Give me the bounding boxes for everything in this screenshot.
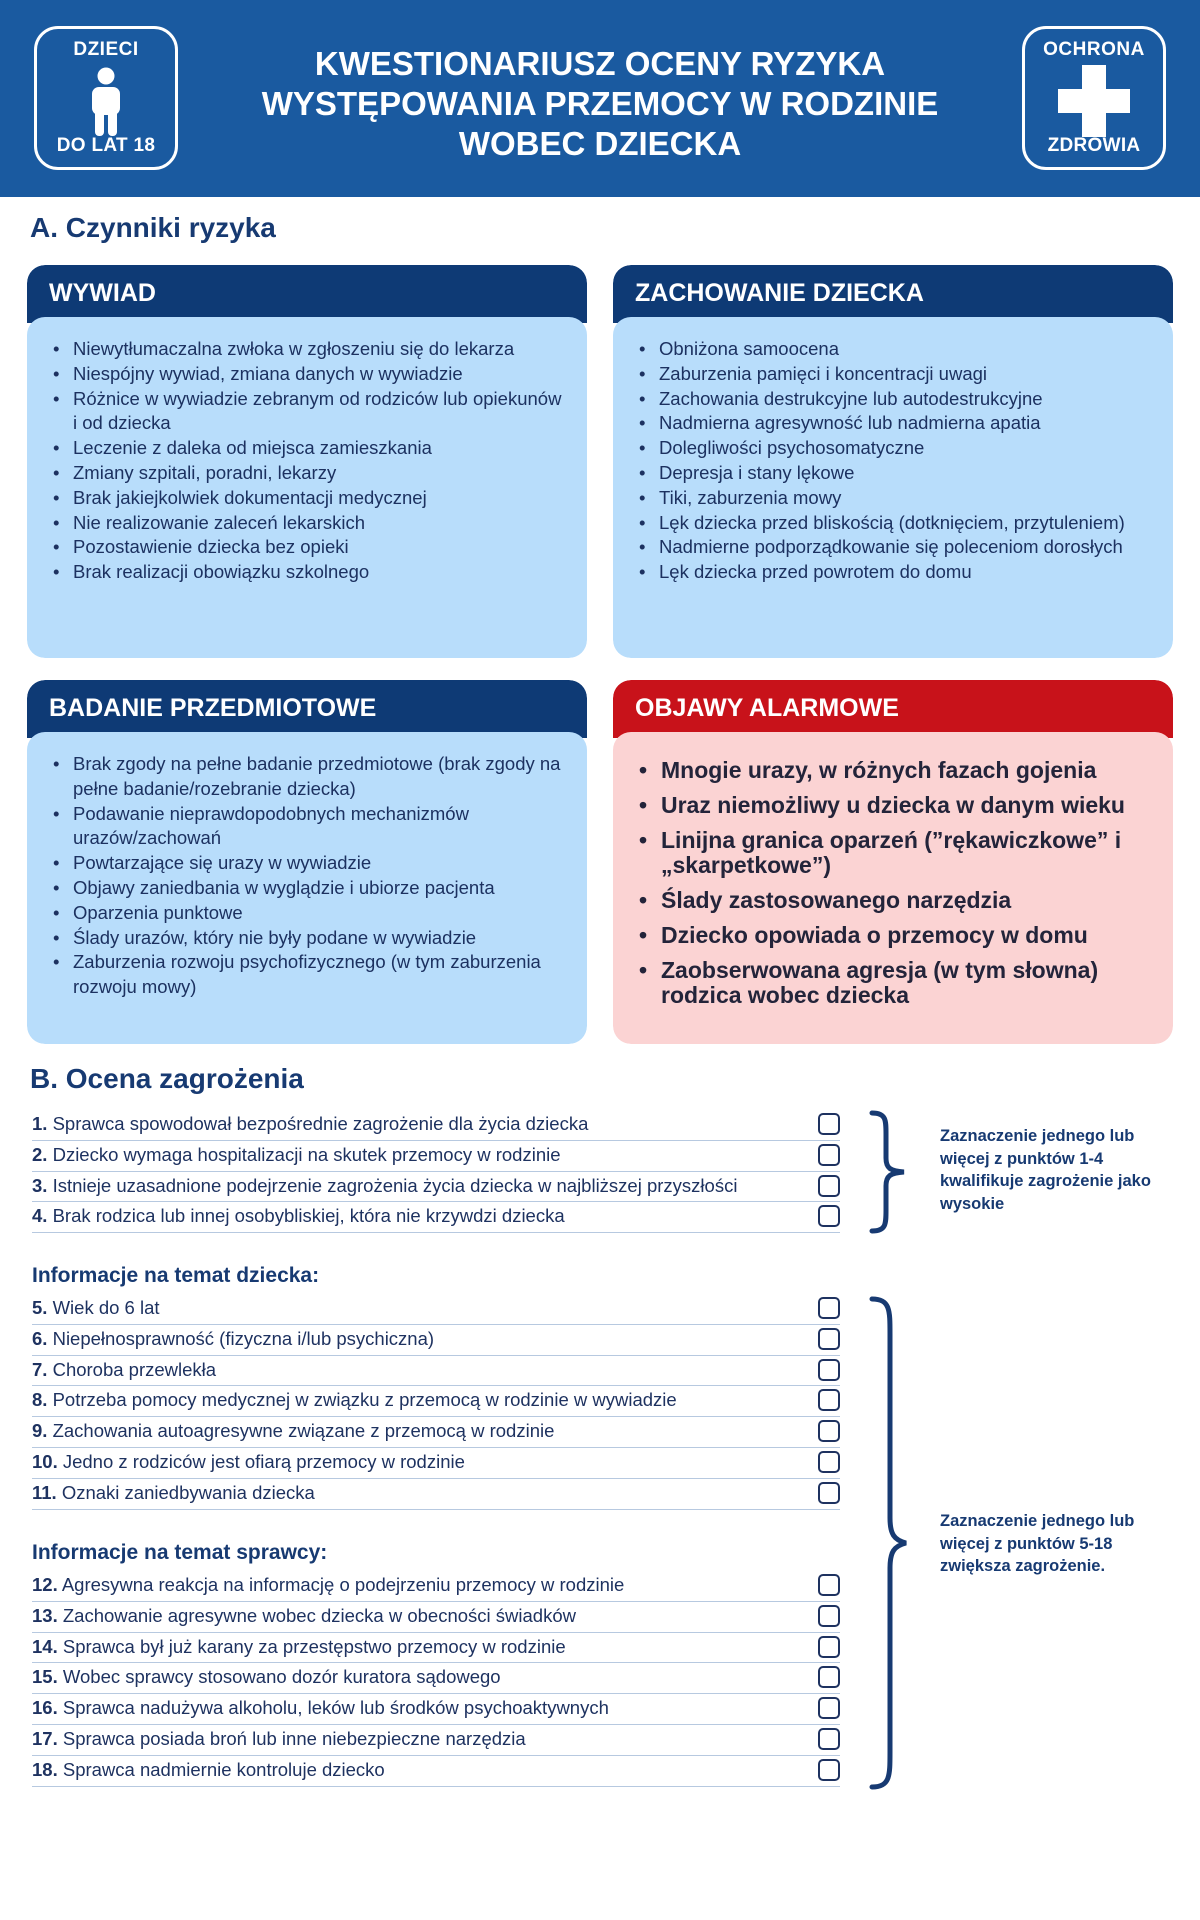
badge-right-top: OCHRONA: [1043, 39, 1145, 60]
item-number: 16.: [32, 1697, 58, 1719]
item-number: 9.: [32, 1420, 48, 1442]
checklist-row: [32, 1202, 840, 1233]
list-item: • Pozostawienie dziecka bez opieki: [51, 535, 567, 560]
checkbox[interactable]: [818, 1605, 840, 1627]
item-text: Sprawca posiada broń lub inne niebezpieczne narzędzia: [62, 1727, 526, 1749]
item-text: Wiek do 6 lat: [52, 1297, 160, 1318]
checklist-row: [32, 1172, 840, 1203]
list-item: • Lęk dziecka przed powrotem do domu: [637, 560, 1153, 585]
list-item: • Objawy zaniedbania w wyglądzie i ubiorze pacjenta: [51, 876, 567, 901]
badge-left-bottom: DO LAT 18: [56, 135, 156, 156]
checkbox[interactable]: [818, 1636, 840, 1658]
item-text: Jedno z rodziców jest ofiarą przemocy w rodzinie: [62, 1450, 465, 1472]
list-item: • Niespójny wywiad, zmiana danych w wywiadzie: [51, 362, 567, 387]
checkbox[interactable]: [818, 1175, 840, 1197]
item-text: Sprawca nadmiernie kontroluje dziecko: [62, 1758, 385, 1780]
checkbox[interactable]: [818, 1359, 840, 1381]
title-line-2: WYSTĘPOWANIA PRZEMOCY W RODZINIE: [261, 85, 939, 122]
checkbox[interactable]: [818, 1113, 840, 1135]
checkbox[interactable]: [818, 1297, 840, 1319]
checkbox[interactable]: [818, 1666, 840, 1688]
checklist-row: [32, 1694, 840, 1725]
checklist-row: [32, 1448, 840, 1479]
item-text: Wobec sprawcy stosowano dozór kuratora sądowego: [62, 1666, 501, 1688]
checkbox[interactable]: [818, 1482, 840, 1504]
checklist-group-3: [32, 1571, 840, 1787]
item-number: 15.: [32, 1666, 58, 1688]
badge-right-bottom: ZDROWIA: [1047, 135, 1141, 156]
card-zachowanie: [613, 265, 1173, 658]
list-item: • Obniżona samoocena: [637, 337, 1153, 362]
list-item: • Zachowania destrukcyjne lub autodestrukcyjne: [637, 387, 1153, 412]
item-text: Oznaki zaniedbywania dziecka: [61, 1481, 315, 1503]
note-increased-risk: Zaznaczenie jednego lub więcej z punktów 5-18 zwiększa zagrożenie.: [940, 1512, 1135, 1575]
list-item: • Niewytłumaczalna zwłoka w zgłoszeniu się do lekarza: [51, 337, 567, 362]
list-item: • Oparzenia punktowe: [51, 901, 567, 926]
header-banner: [0, 0, 1200, 197]
card-zachowanie-title: ZACHOWANIE DZIECKA: [613, 265, 1173, 323]
child-info-heading: Informacje na temat dziecka:: [32, 1264, 320, 1287]
item-number: 4.: [32, 1205, 48, 1227]
wywiad-list: [51, 337, 567, 585]
item-text: Agresywna reakcja na informację o podejrzeniu przemocy w rodzinie: [61, 1574, 625, 1595]
section-a-title: A. Czynniki ryzyka: [30, 212, 276, 243]
item-text: Sprawca był już karany za przestępstwo przemocy w rodzinie: [62, 1635, 566, 1657]
item-number: 8.: [32, 1389, 48, 1411]
medical-cross-icon: [1058, 65, 1130, 137]
badge-left-top: DZIECI: [73, 39, 139, 60]
list-item: • Zaburzenia pamięci i koncentracji uwagi: [637, 362, 1153, 387]
checkbox[interactable]: [818, 1205, 840, 1227]
checkbox[interactable]: [818, 1697, 840, 1719]
item-number: 12.: [32, 1574, 58, 1595]
checklist-row: [32, 1571, 840, 1602]
list-item: • Zaburzenia rozwoju psychofizycznego (w tym zaburzenia rozwoju mowy): [51, 950, 567, 1000]
checklist-row: [32, 1110, 840, 1141]
item-text: Istnieje uzasadnione podejrzenie zagrożenia życia dziecka w najbliższej przyszłości: [52, 1174, 738, 1196]
checklist-row: [32, 1602, 840, 1633]
checklist-row: [32, 1294, 840, 1325]
item-number: 3.: [32, 1174, 48, 1196]
item-text: Sprawca spowodował bezpośrednie zagrożenie dla życia dziecka: [52, 1113, 589, 1134]
item-number: 5.: [32, 1297, 48, 1318]
title-line-1: KWESTIONARIUSZ OCENY RYZYKA: [314, 45, 886, 82]
item-number: 1.: [32, 1113, 48, 1134]
zachowanie-list: [637, 337, 1153, 585]
list-item: • Brak zgody na pełne badanie przedmiotowe (brak zgody na pełne badanie/rozebranie dziecka): [51, 752, 567, 802]
card-wywiad-title: WYWIAD: [27, 265, 587, 323]
list-item: • Linijna granica oparzeń (”rękawiczkowe” i „skarpetkowe”): [637, 828, 1153, 878]
checkbox[interactable]: [818, 1389, 840, 1411]
card-badanie: [27, 680, 587, 1044]
checklist-row: [32, 1417, 840, 1448]
list-item: • Ślady zastosowanego narzędzia: [637, 888, 1153, 913]
card-badanie-title: BADANIE PRZEDMIOTOWE: [27, 680, 587, 738]
brace-group-2: [868, 1296, 912, 1790]
checklist-row: [32, 1663, 840, 1694]
card-alarm-title: OBJAWY ALARMOWE: [613, 680, 1173, 738]
item-text: Brak rodzica lub innej osobybliskiej, która nie krzywdzi dziecka: [52, 1205, 565, 1227]
item-number: 11.: [32, 1481, 57, 1503]
checkbox[interactable]: [818, 1328, 840, 1350]
checklist-row: [32, 1386, 840, 1417]
perpetrator-info-heading: Informacje na temat sprawcy:: [32, 1541, 328, 1564]
checklist-row: [32, 1141, 840, 1172]
checklist-row: [32, 1479, 840, 1510]
item-text: Dziecko wymaga hospitalizacji na skutek przemocy w rodzinie: [52, 1143, 561, 1165]
list-item: • Nadmierna agresywność lub nadmierna apatia: [637, 411, 1153, 436]
list-item: • Ślady urazów, który nie były podane w wywiadzie: [51, 926, 567, 951]
checkbox[interactable]: [818, 1759, 840, 1781]
checklist-group-1: [32, 1110, 840, 1233]
item-number: 14.: [32, 1635, 58, 1657]
list-item: • Powtarzające się urazy w wywiadzie: [51, 851, 567, 876]
list-item: • Brak jakiejkolwiek dokumentacji medycznej: [51, 486, 567, 511]
item-number: 2.: [32, 1143, 48, 1165]
list-item: • Depresja i stany lękowe: [637, 461, 1153, 486]
item-number: 13.: [32, 1604, 58, 1626]
item-number: 18.: [32, 1758, 58, 1780]
checklist-row: [32, 1356, 840, 1387]
checkbox[interactable]: [818, 1451, 840, 1473]
checklist-row: [32, 1725, 840, 1756]
list-item: • Tiki, zaburzenia mowy: [637, 486, 1153, 511]
item-text: Sprawca nadużywa alkoholu, leków lub środków psychoaktywnych: [62, 1697, 609, 1719]
item-text: Zachowania autoagresywne związane z przemocą w rodzinie: [52, 1420, 555, 1442]
list-item: • Zmiany szpitali, poradni, lekarzy: [51, 461, 567, 486]
item-text: Potrzeba pomocy medycznej w związku z przemocą w rodzinie w wywiadzie: [52, 1389, 677, 1411]
list-item: • Podawanie nieprawdopodobnych mechanizmów urazów/zachowań: [51, 802, 567, 852]
item-number: 17.: [32, 1727, 58, 1749]
checklist-group-2: [32, 1294, 840, 1510]
brace-group-1: [868, 1110, 912, 1234]
checklist-row: [32, 1325, 840, 1356]
list-item: • Nie realizowanie zaleceń lekarskich: [51, 511, 567, 536]
checkbox[interactable]: [818, 1574, 840, 1596]
checkbox[interactable]: [818, 1420, 840, 1442]
note-high-risk: Zaznaczenie jednego lub więcej z punktów 1-4 kwalifikuje zagrożenie jako wysokie: [940, 1127, 1151, 1213]
list-item: • Brak realizacji obowiązku szkolnego: [51, 560, 567, 585]
badanie-list: [51, 752, 567, 1000]
item-text: Niepełnosprawność (fizyczna i/lub psychiczna): [52, 1327, 435, 1349]
checklist-row: [32, 1633, 840, 1664]
checkbox[interactable]: [818, 1728, 840, 1750]
alarm-list: [637, 752, 1153, 1008]
item-number: 10.: [32, 1450, 58, 1472]
list-item: • Lęk dziecka przed bliskością (dotknięciem, przytuleniem): [637, 511, 1153, 536]
list-item: • Leczenie z daleka od miejsca zamieszkania: [51, 436, 567, 461]
card-wywiad: [27, 265, 587, 658]
list-item: • Dziecko opowiada o przemocy w domu: [637, 923, 1153, 948]
title-line-3: WOBEC DZIECKA: [458, 125, 742, 162]
section-b-title: B. Ocena zagrożenia: [30, 1063, 304, 1094]
checkbox[interactable]: [818, 1144, 840, 1166]
list-item: • Nadmierne podporządkowanie się poleceniom dorosłych: [637, 535, 1153, 560]
list-item: • Dolegliwości psychosomatyczne: [637, 436, 1153, 461]
children-badge: [34, 26, 178, 170]
list-item: • Różnice w wywiadzie zebranym od rodziców lub opiekunów i od dziecka: [51, 387, 567, 437]
list-item: • Zaobserwowana agresja (w tym słowna) rodzica wobec dziecka: [637, 958, 1153, 1008]
child-icon: [86, 67, 126, 137]
card-alarm: [613, 680, 1173, 1044]
list-item: • Mnogie urazy, w różnych fazach gojenia: [637, 758, 1153, 783]
item-number: 7.: [32, 1358, 48, 1380]
list-item: • Uraz niemożliwy u dziecka w danym wieku: [637, 793, 1153, 818]
page-title: [220, 44, 980, 164]
checklist-row: [32, 1756, 840, 1787]
item-number: 6.: [32, 1327, 48, 1349]
health-badge: [1022, 26, 1166, 170]
item-text: Choroba przewlekła: [52, 1358, 217, 1380]
item-text: Zachowanie agresywne wobec dziecka w obecności świadków: [62, 1604, 576, 1626]
